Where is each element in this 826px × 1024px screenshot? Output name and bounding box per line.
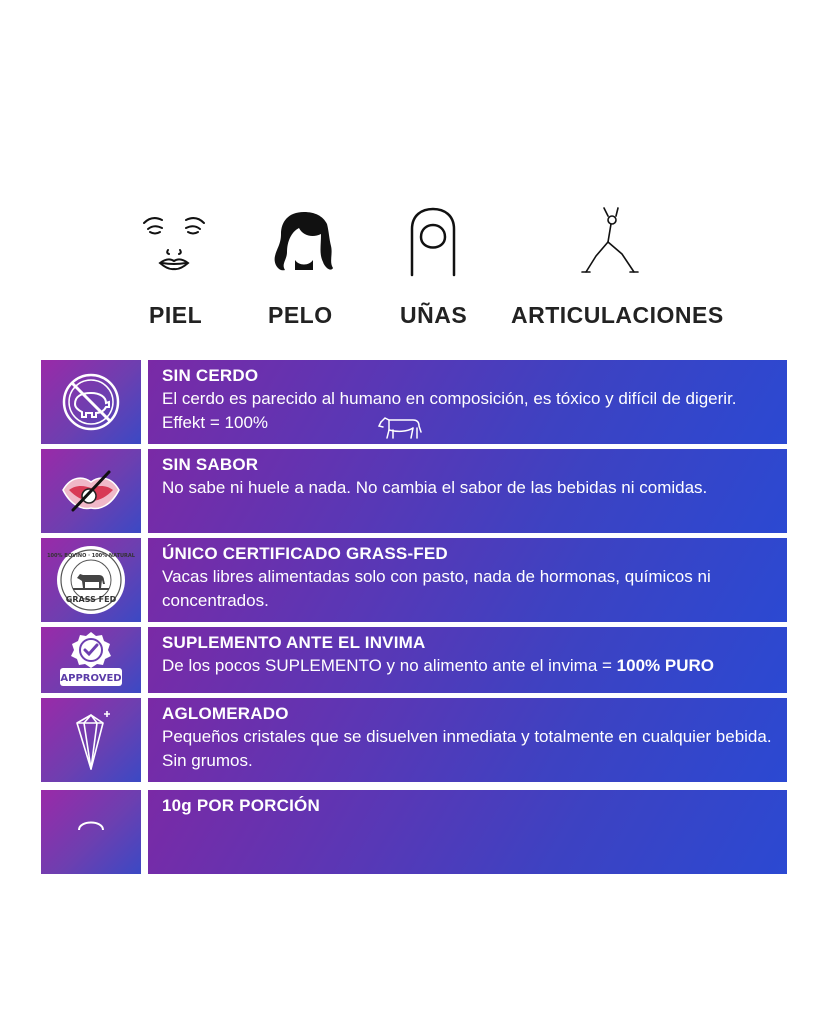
feature-text-cell: [148, 627, 787, 693]
yoga-pose-icon: [578, 206, 640, 278]
face-icon: [138, 210, 210, 276]
feature-title: AGLOMERADO: [162, 704, 289, 723]
feature-text-cell: [148, 790, 787, 874]
category-label-unas: UÑAS: [400, 302, 468, 328]
icon-cell: [41, 360, 141, 444]
badge-bottom-text: GRASS FED: [65, 595, 117, 604]
nail-icon: [408, 207, 458, 277]
feature-title: SUPLEMENTO ANTE EL INVIMA: [162, 633, 426, 652]
badge-top-text: 100% BOVINO · 100% NATURAL: [47, 553, 135, 559]
feature-title: 10g POR PORCIÓN: [162, 796, 320, 815]
approved-text: APPROVED: [60, 673, 122, 684]
category-label-pelo: PELO: [268, 302, 333, 328]
feature-row: [41, 360, 787, 444]
feature-body: Pequeños cristales que se disuelven inmediata y totalmente en cualquier bebida. Sin grumos.: [162, 727, 772, 770]
grass-fed-badge-icon: [47, 544, 135, 616]
icon-cell: [41, 449, 141, 533]
feature-table: [41, 360, 787, 815]
scoop-icon: [71, 802, 111, 842]
icon-cell: [41, 790, 141, 874]
icon-cell: [41, 538, 141, 622]
feature-body-text: De los pocos SUPLEMENTO y no alimento ante el invima =: [162, 656, 617, 675]
no-taste-lips-icon: [59, 466, 123, 516]
approved-badge-icon: [58, 630, 124, 690]
feature-body-bold: 100% PURO: [616, 656, 714, 675]
icon-cell: [41, 627, 141, 693]
feature-row: [41, 627, 787, 693]
cow-icon: [377, 412, 425, 440]
no-pig-icon: [60, 371, 122, 433]
category-label-articulaciones: ARTICULACIONES: [511, 302, 724, 328]
feature-body: [162, 654, 781, 678]
feature-title: SIN CERDO: [162, 366, 259, 385]
icon-cell: [41, 698, 141, 782]
feature-row: [41, 790, 787, 874]
feature-row: [41, 538, 787, 622]
feature-body: Vacas libres alimentadas solo con pasto, nada de hormonas, químicos ni concentrados.: [162, 567, 711, 610]
feature-row: [41, 449, 787, 533]
feature-body: El cerdo es parecido al humano en composición, es tóxico y difícil de digerir. Effekt = 100%: [162, 389, 737, 432]
feature-text-cell: [148, 449, 787, 533]
feature-text-cell: [148, 360, 787, 444]
feature-body: No sabe ni huele a nada. No cambia el sabor de las bebidas ni comidas.: [162, 478, 708, 497]
category-label-piel: PIEL: [149, 302, 203, 328]
feature-text-cell: [148, 538, 787, 622]
hair-icon: [273, 210, 335, 274]
crystal-icon: [69, 707, 113, 773]
feature-title: ÚNICO CERTIFICADO GRASS-FED: [162, 544, 448, 563]
feature-title: SIN SABOR: [162, 455, 259, 474]
feature-row: [41, 698, 787, 782]
feature-text-cell: [148, 698, 787, 782]
